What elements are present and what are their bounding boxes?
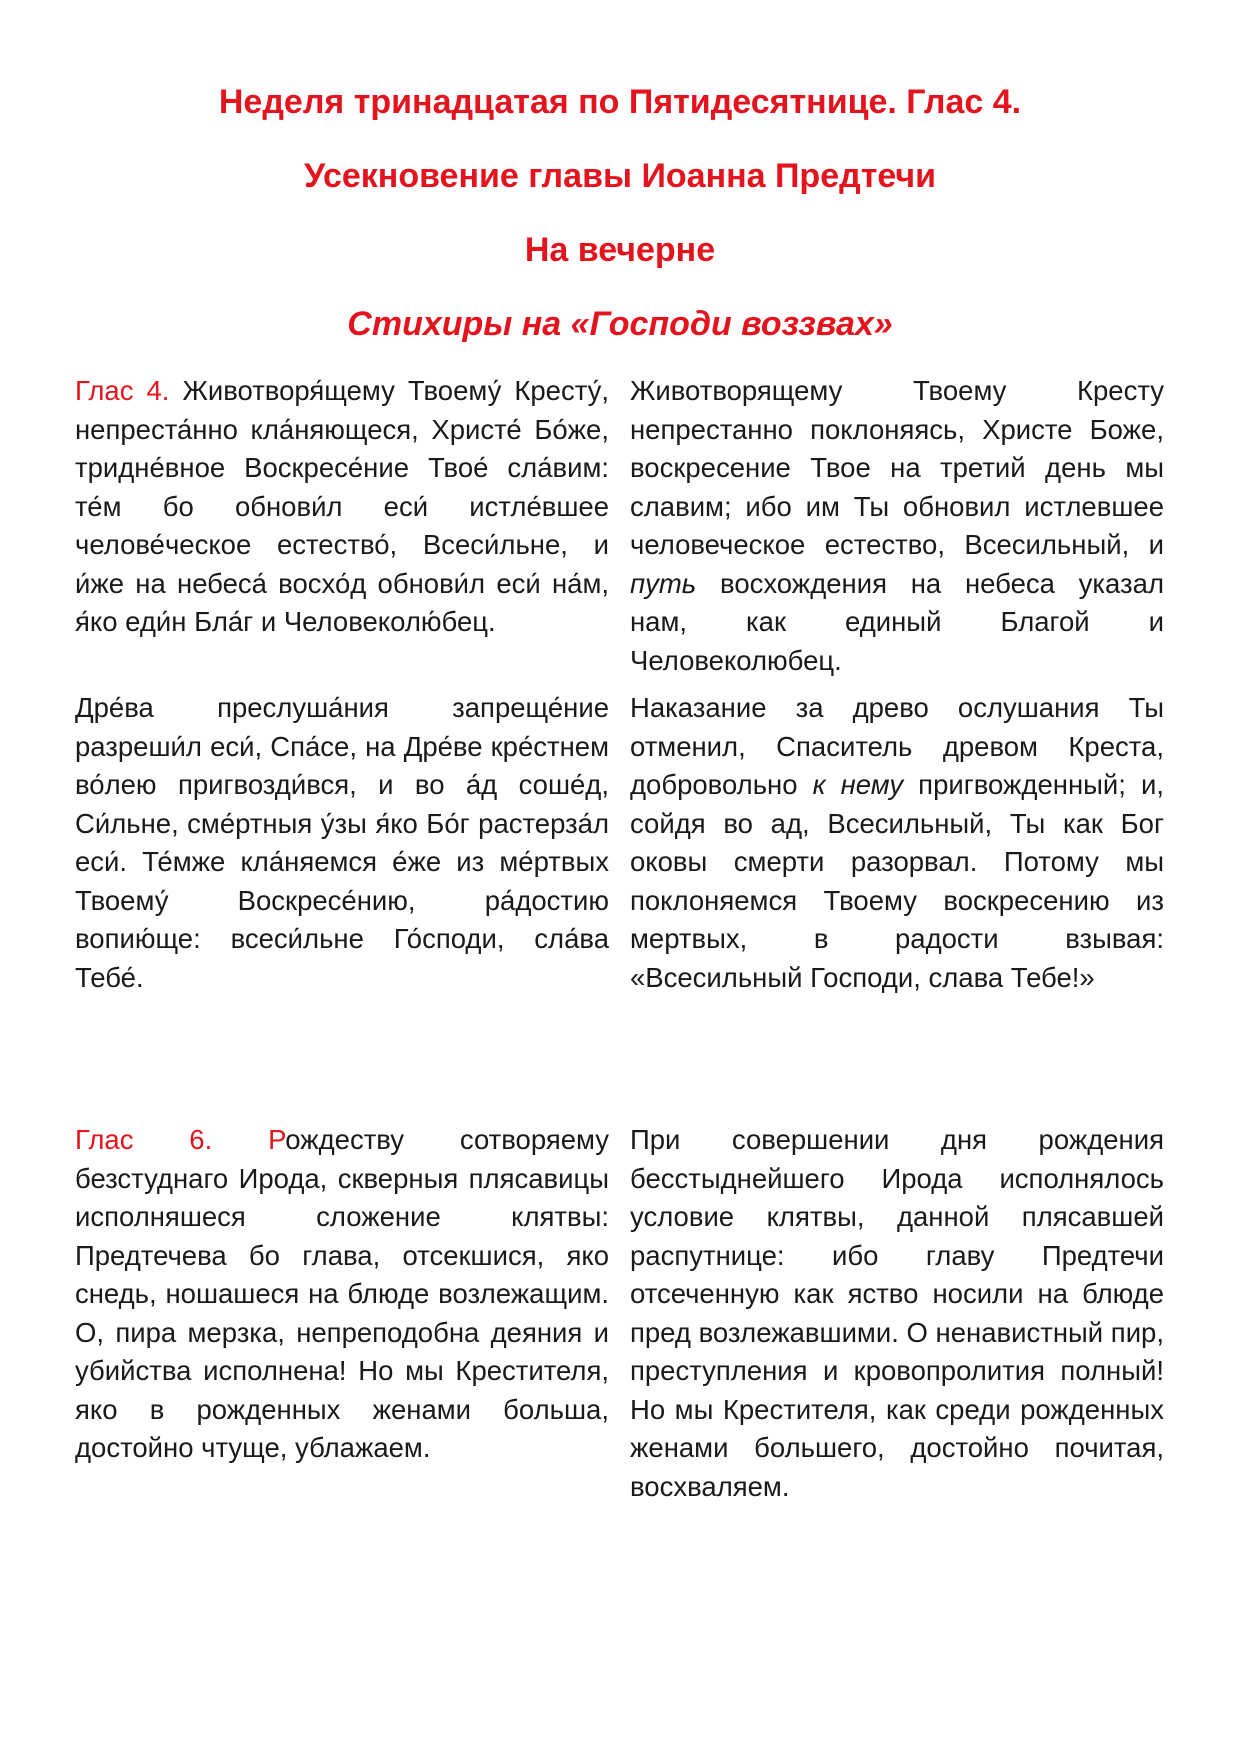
sticheron-3-russian	[630, 1121, 1164, 1506]
document-header	[0, 82, 1240, 378]
translation-text: При совершении дня рождения бесстыднейшего Ирода исполнялось условие клятвы, данной плясавшей распутнице: ибо главу Предтечи отсеченную как яство носили на блюде пред возлежавшими. О ненавистный пир, преступления и кровопролития полный! Но мы Крестителя, как среди рожденных женами большего, достойно почитая, восхваляем.	[630, 1124, 1164, 1502]
translation-text: Наказание за древо ослушания Ты отменил, Спаситель древом Креста, добровольно	[630, 692, 1164, 800]
tone-label: Глас 4.	[75, 375, 170, 406]
sticheron-text: Животворя́щему Твоему́ Кресту́, непреста́нно кла́няющеся, Христе́ Бо́же, тридне́вное Воскресе́ние Твое́ сла́вим: те́м бо обнови́л еси́ истле́вшее челове́ческое естество́, Всеси́льне, и и́же на небеса́ восхо́д обнови́л еси́ на́м, я́ко еди́н Бла́г и Человеколю́бец.	[75, 375, 610, 637]
translation-italic-insert: путь	[630, 567, 697, 599]
tone-label: Глас 6.	[75, 1124, 213, 1155]
sticheron-2-slavonic	[75, 689, 609, 997]
translation-text: пригвожденный; и, сойдя во ад, Всесильный, Ты как Бог оковы смерти разорвал. Потому мы поклоняемся Твоему воскресению из мертвых, в радости взывая: «Всесильный Господи, слава Тебе!»	[630, 769, 1164, 993]
document-title: Неделя тринадцатая по Пятидесятнице. Глас 4.	[218, 83, 1022, 121]
feast-subtitle: Усекновение главы Иоанна Предтечи	[303, 157, 937, 195]
sticheron-2-russian	[630, 689, 1164, 997]
sticheron-3-slavonic	[75, 1121, 609, 1468]
sticheron-text: Дре́ва преслуша́ния запреще́ние разреши́л еси́, Спа́се, на Дре́ве кре́стнем во́лею пригвозди́вся, и во а́д соше́д, Си́льне, сме́ртныя у́зы я́ко Бо́г растерза́л еси́. Те́мже кла́няемся е́же из ме́ртвых Твоему́ Воскресе́нию, ра́достию вопию́ще: всеси́льне Го́споди, сла́ва Тебе́.	[75, 692, 609, 993]
translation-text: Животворящему Твоему Кресту непрестанно поклоняясь, Христе Боже, воскресение Твое на третий день мы славим; ибо им Ты обновил истлевшее человеческое естество, Всесильный, и	[630, 375, 1164, 560]
sticheron-1-russian	[630, 372, 1164, 680]
sticheron-text: ождеству сотворяему безстуднаго Ирода, скверныя плясавицы исполняшеся сложение клятвы: Предтечева бо глава, отсекшися, яко снедь, ношашеся на блюде возлежащим. О, пира мерзка, непреподобна деяния и убийства исполнена! Но мы Крестителя, яко в рожденных женами больша, достойно чтуще, ублажаем.	[75, 1124, 609, 1463]
translation-text: восхождения на небеса указал нам, как единый Благой и Человеколюбец.	[630, 567, 1164, 676]
service-heading: На вечерне	[524, 231, 716, 269]
section-heading: Стихиры на «Господи воззвах»	[347, 305, 893, 343]
translation-italic-insert: к нему	[812, 769, 904, 800]
sticheron-1-slavonic	[75, 372, 609, 642]
initial-letter: Р	[268, 1124, 286, 1155]
